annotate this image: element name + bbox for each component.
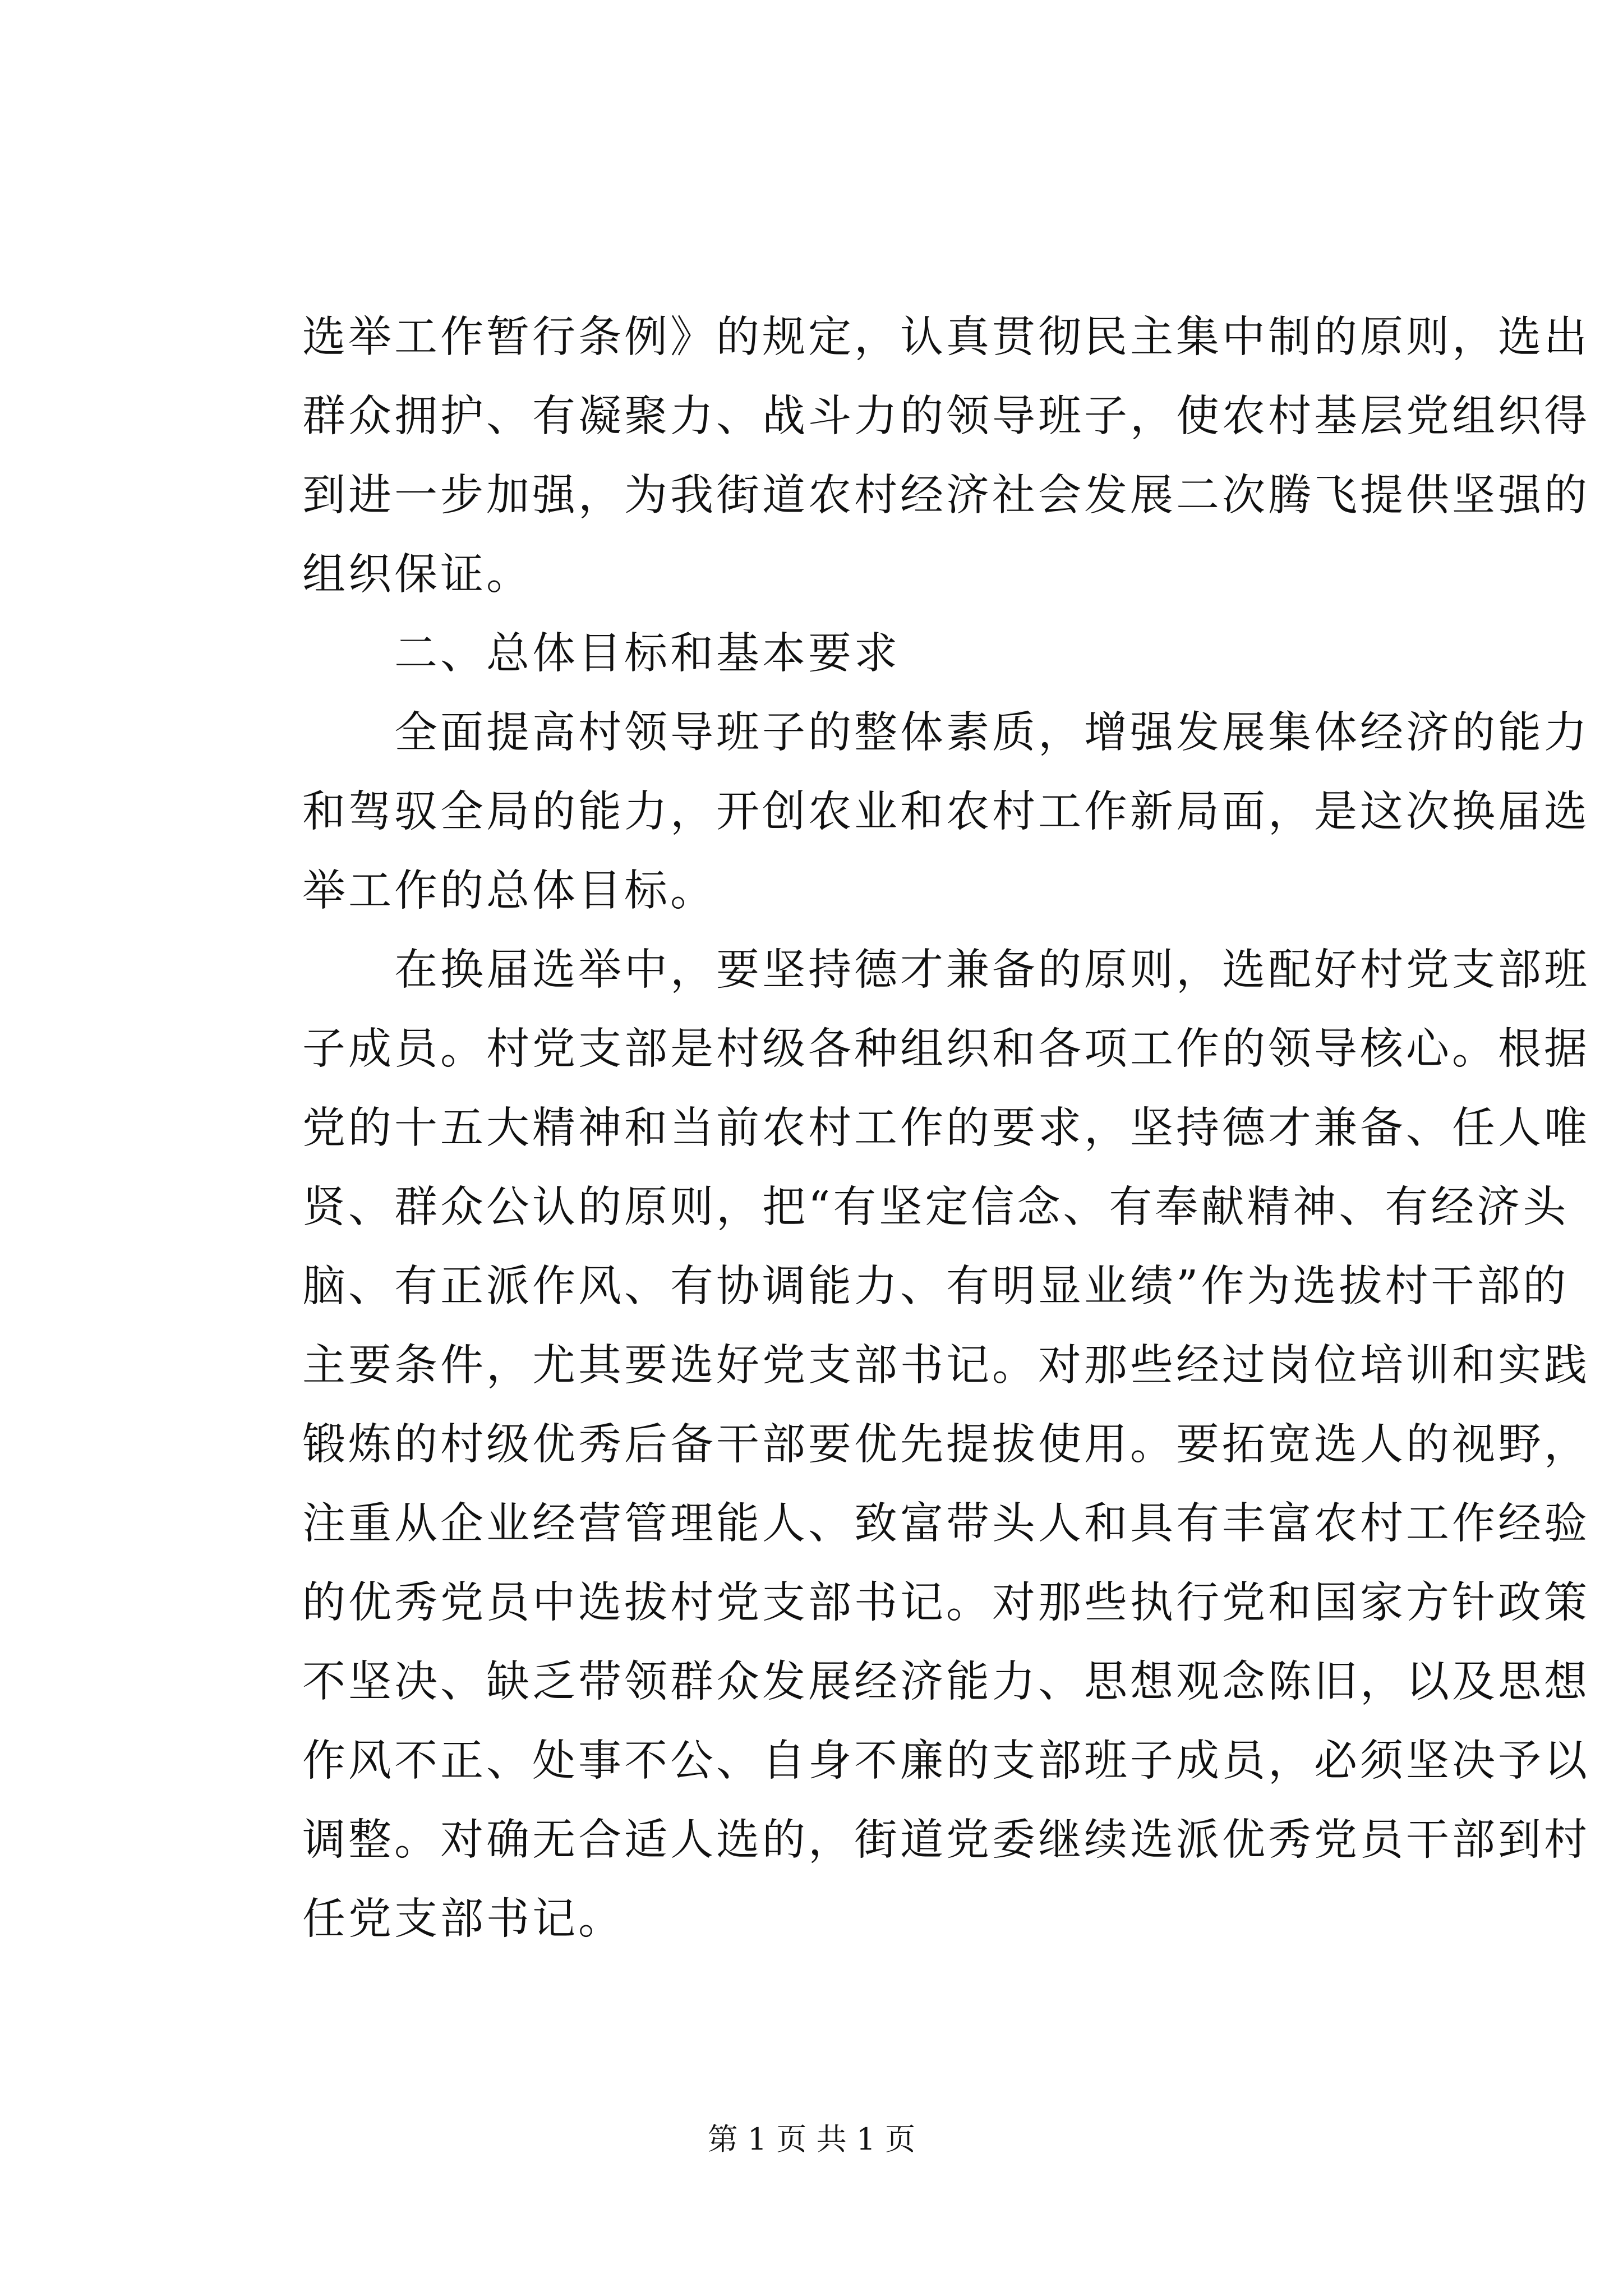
text-line: 作风不正、处事不公、自身不廉的支部班子成员，必须坚决予以 [302, 1736, 1590, 1786]
text-line: 到进一步加强，为我街道农村经济社会发展二次腾飞提供坚强的 [302, 471, 1590, 521]
text-line: 组织保证。 [302, 550, 532, 600]
text-line: 不坚决、缺乏带领群众发展经济能力、思想观念陈旧，以及思想 [302, 1657, 1590, 1707]
text-line: 注重从企业经营管理能人、致富带头人和具有丰富农村工作经验 [302, 1499, 1590, 1549]
text-line: 的优秀党员中选拔村党支部书记。对那些执行党和国家方针政策 [302, 1578, 1590, 1628]
text-line: 全面提高村领导班子的整体素质，增强发展集体经济的能力 [302, 708, 1590, 758]
text-line: 调整。对确无合适人选的，街道党委继续选派优秀党员干部到村 [302, 1815, 1590, 1865]
text-line: 子成员。村党支部是村级各种组织和各项工作的领导核心。根据 [302, 1024, 1590, 1074]
text-line: 任党支部书记。 [302, 1894, 624, 1944]
page-footer: 第 1 页 共 1 页 [707, 2122, 916, 2157]
text-line: 举工作的总体目标。 [302, 866, 716, 916]
text-line: 贤、群众公认的原则，把“有坚定信念、有奉献精神、有经济头 [302, 1182, 1569, 1232]
text-line: 选举工作暂行条例》的规定，认真贯彻民主集中制的原则，选出 [302, 312, 1590, 362]
section-heading: 二、总体目标和基本要求 [302, 629, 900, 679]
text-line: 党的十五大精神和当前农村工作的要求，坚持德才兼备、任人唯 [302, 1103, 1590, 1153]
text-line: 在换届选举中，要坚持德才兼备的原则，选配好村党支部班 [302, 945, 1590, 995]
text-line: 主要条件，尤其要选好党支部书记。对那些经过岗位培训和实践 [302, 1341, 1590, 1391]
text-line: 和驾驭全局的能力，开创农业和农村工作新局面，是这次换届选 [302, 787, 1590, 837]
text-line: 锻炼的村级优秀后备干部要优先提拔使用。要拓宽选人的视野， [302, 1420, 1590, 1470]
text-line: 脑、有正派作风、有协调能力、有明显业绩”作为选拔村干部的 [302, 1262, 1569, 1312]
text-line: 群众拥护、有凝聚力、战斗力的领导班子，使农村基层党组织得 [302, 392, 1590, 441]
